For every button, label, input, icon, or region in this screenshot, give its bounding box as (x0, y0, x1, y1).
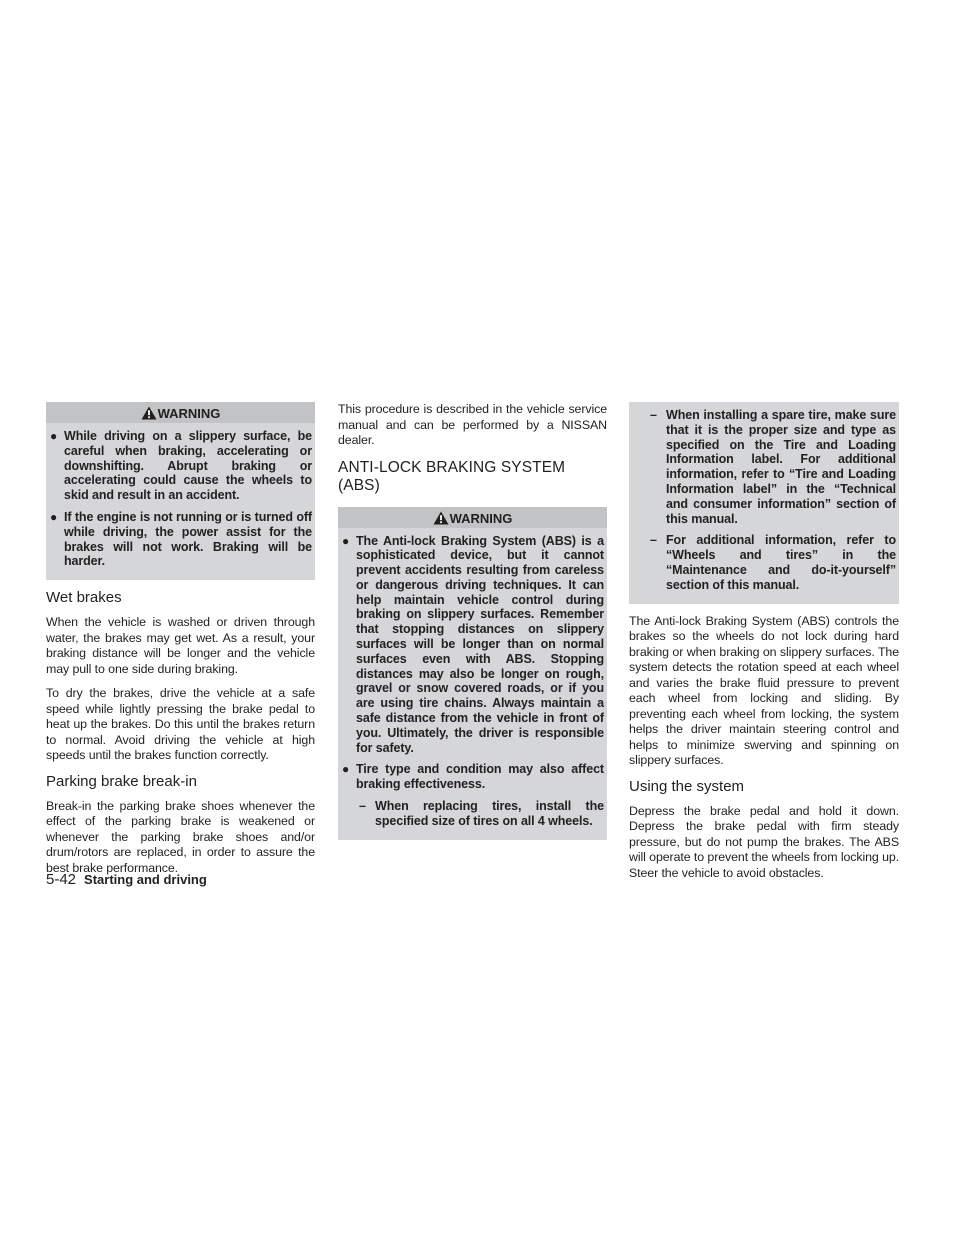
bullet-icon: ● (342, 533, 350, 548)
warning-bullet: ● If the engine is not running or is turned off while driving, the power assist for the brakes will not work. Braking will be harder. (50, 509, 312, 569)
dash-icon: – (650, 408, 657, 422)
warning-header (46, 402, 315, 423)
heading-parking-brake: Parking brake break-in (46, 772, 197, 790)
bullet-icon: ● (50, 509, 58, 524)
warning-header (338, 507, 607, 528)
page-number: 5-42 (46, 871, 77, 888)
dash-icon: – (359, 799, 366, 814)
dash-icon: – (650, 533, 657, 548)
warning-box-braking (46, 402, 315, 580)
warning-bullet: ● Tire type and condition may also affect braking effectiveness. (342, 762, 604, 792)
page-footer (46, 871, 207, 888)
column-3 (629, 402, 899, 890)
warning-bullet: ● The Anti-lock Braking System (ABS) is a sophisticated device, but it cannot prevent accidents resulting from careless or dangerous driving techniques. It can help maintain vehicle control during braking on slippery surfaces. Remember that stopping distances on slippery surfaces will be longer than on normal surfaces even with ABS. Stopping distances may also be longer on rough, gravel or snow covered roads, or if you are using tire chains. Always maintain a safe distance from the vehicle in front of you. Ultimately, the driver is responsible for safety. (342, 533, 604, 755)
warning-box-abs (338, 507, 607, 840)
paragraph: This procedure is described in the vehicle service manual and can be performed by a NISSAN dealer. (338, 402, 607, 447)
paragraph: To dry the brakes, drive the vehicle at a safe speed while lightly pressing the brake pedal to heat up the brakes. Do this until the brakes return to normal. Avoid driving the vehicle at high speeds until the brakes function correctly. (46, 686, 315, 763)
warning-dash-item: – When installing a spare tire, make sure that it is the proper size and type as specified on the Tire and Loading Information label. For additional information, refer to “Tire and Loading Information label” in the “Technical and consumer information” section of this manual. (650, 408, 896, 526)
heading-wet-brakes: Wet brakes (46, 589, 122, 607)
paragraph: When the vehicle is washed or driven through water, the brakes may get wet. As a result, your braking distance will be longer and the vehicle may pull to one side during braking. (46, 615, 315, 676)
warning-title: WARNING (449, 510, 513, 526)
column-2 (338, 402, 607, 840)
bullet-icon: ● (50, 429, 58, 443)
warning-triangle-icon (141, 406, 157, 420)
warning-dash-item: – When replacing tires, install the specified size of tires on all 4 wheels. (359, 799, 604, 828)
warning-triangle-icon (433, 511, 449, 525)
warning-title: WARNING (157, 406, 221, 421)
column-1 (46, 402, 315, 885)
paragraph: Depress the brake pedal and hold it down. Depress the brake pedal with firm steady pressure, but do not pump the brakes. The ABS will operate to prevent the wheels from locking up. Steer the vehicle to avoid obstacles. (629, 803, 899, 880)
warning-box-continued (629, 402, 899, 604)
section-title: Starting and driving (84, 872, 207, 887)
bullet-icon: ● (342, 762, 350, 777)
warning-dash-item: – For additional information, refer to “Wheels and tires” in the “Maintenance and do-it-yourself” section of this manual. (650, 533, 896, 592)
paragraph: Break-in the parking brake shoes whenever the effect of the parking brake is weakened or whenever the parking brake shoes and/or drum/rotors are replaced, in order to assure the best brake performance. (46, 798, 315, 875)
heading-abs: ANTI-LOCK BRAKING SYSTEM (ABS) (338, 458, 566, 494)
paragraph: The Anti-lock Braking System (ABS) controls the brakes so the wheels do not lock during hard braking or when braking on slippery surfaces. The system detects the rotation speed at each wheel and varies the brake fluid pressure to prevent each wheel from locking and sliding. By preventing each wheel from locking, the system helps the driver maintain steering control and helps to minimize swerving and spinning on slippery surfaces. (629, 613, 899, 768)
heading-using-system: Using the system (629, 777, 745, 795)
warning-bullet: ● While driving on a slippery surface, be careful when braking, accelerating or downshifting. Abrupt braking or accelerating could cause the wheels to skid and result in an accident. (50, 429, 312, 503)
